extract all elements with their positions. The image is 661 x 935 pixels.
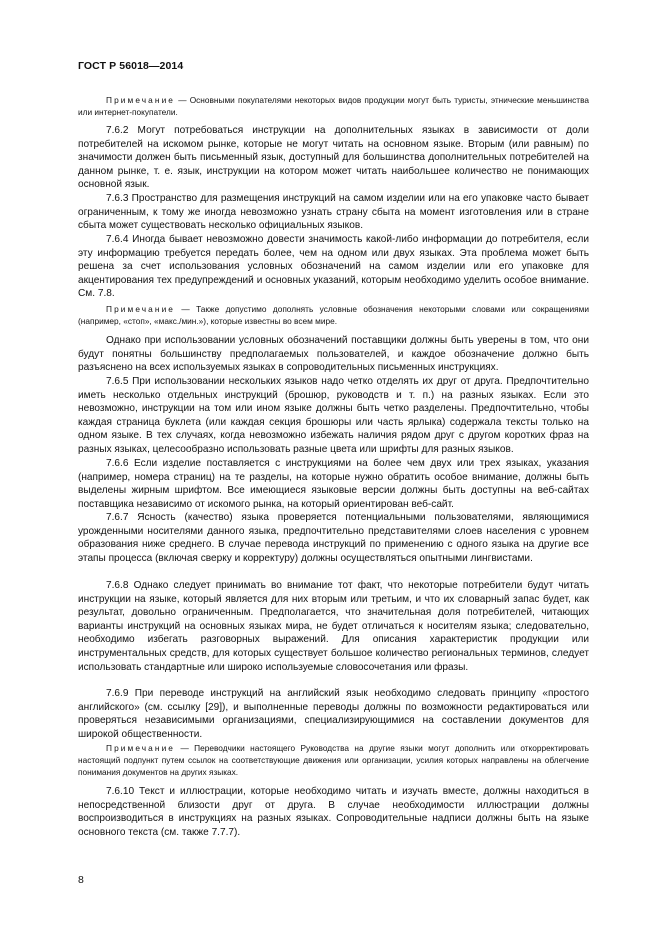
paragraph: 7.6.9 При переводе инструкций на английский язык необходимо следовать принципу «простого английского» (см. ссылку [29]), и выполненные переводы должны по возможности редактироваться или проверяться независимыми организациями, специализирующимися на составлении документов для широкой общественности. (78, 688, 589, 740)
paragraph: 7.6.5 При использовании нескольких языков надо четко отделять их друг от друга. Предпочтительно иметь несколько отдельных инструкций (брошюр, руководств и т. п.) на разных языках. Если это невозможно, инструкции на том или ином языке должны быть четко разделены. Предпочтительно, чтобы каждая страница буклета (или каждая секция брошюры или часть ярлыка) содержала тексты только на одном языке. В тех случаях, когда невозможно избежать наличия рядом друг с другом коротких фраз на разных языках, целесообразно использовать разные цвета или шрифты для разных языков. (78, 376, 589, 455)
paragraph: 7.6.6 Если изделие поставляется с инструкциями на более чем двух или трех языках, указания (например, номера страниц) на те разделы, на которые нужно обратить особое внимание, должны быть выделены жирным шрифтом. Все имеющиеся языковые версии должны быть доступны на веб-сайтах поставщика независимо от искомого рынка, на который ориентирован веб-сайт. (78, 458, 589, 510)
note-block (78, 94, 589, 118)
clause-7-6-10 (78, 785, 589, 839)
clause-7-6-6 (78, 457, 589, 511)
note-text: — Основными покупателями некоторых видов продукции могут быть туристы, этнические меньшинства или интернет-покупатели. (78, 95, 589, 118)
paragraph: Однако при использовании условных обозначений поставщики должны быть уверены в том, что они будут понятны большинству предполагаемых пользователей, и каждое обозначение должно быть разъяснено на всех используемых языках в сопроводительных письменных инструкциях. (78, 335, 589, 374)
note-label: Примечание (106, 304, 176, 314)
paragraph: 7.6.8 Однако следует принимать во внимание тот факт, что некоторые потребители будут читать инструкции на языке, который является для них вторым или третьим, и что их словарный запас будет, как результат, довольно ограниченным. Предполагается, что значительная доля потребителей, читающих варианты инструкций на основных языках мира, не будет отличаться к носителям языка; следовательно, необходимо избегать разговорных выражений. Для описания характеристик продукции или инструментальных средств, для которых существует большое количество региональных терминов, следует использовать стандартные или широко используемые словосочетания или фразы. (78, 580, 589, 673)
paragraph: 7.6.3 Пространство для размещения инструкций на самом изделии или на его упаковке часто бывает ограниченным, к тому же иногда невозможно узнать страну сбыта на момент изготовления или в стране сбыта может существовать несколько официальных языков. (78, 193, 589, 232)
clause-7-6-3 (78, 192, 589, 233)
note-text: — Переводчики настоящего Руководства на другие языки могут дополнить или откорректировать настоящий подпункт путем ссылок на соответствующие движения или организации, усилия которых направлены на облегчение понимания документов на других языках. (78, 743, 589, 778)
note-paragraph (78, 742, 589, 779)
clause-7-6-2 (78, 124, 589, 192)
clause-7-6-9 (78, 687, 589, 741)
note-paragraph (78, 303, 589, 327)
page-number: 8 (78, 874, 84, 886)
clause-7-6-7 (78, 511, 589, 565)
paragraph: 7.6.7 Ясность (качество) языка проверяется потенциальными пользователями, являющимися урожденными носителями данного языка, предпочтительно представителями слоев населения с уровнем образования ниже среднего. В случае перевода инструкций по применению с одного языка на другие все этапы процесса (включая сверку и корректуру) должны осуществляться опытными лингвистами. (78, 512, 589, 564)
paragraph: 7.6.10 Текст и иллюстрации, которые необходимо читать и изучать вместе, должны находиться в непосредственной близости друг от друга. В случае необходимости иллюстрации должны воспроизводиться в инструкциях на разных языках. Сопроводительные надписи должны быть на языке основного текста (см. также 7.7.7). (78, 786, 589, 838)
note-block (78, 742, 589, 779)
clause-7-6-5 (78, 375, 589, 457)
paragraph: 7.6.2 Могут потребоваться инструкции на дополнительных языках в зависимости от доли потребителей на искомом рынке, которые не могут читать на основном языке. Вторым (или равным) по значимости должен быть письменный язык, доступный для большинства дополнительных потребителей на данном рынке, т. е. язык, инструкции на котором может читать наибольшее количество не понимающих основной язык. (78, 125, 589, 191)
clause-7-6-4 (78, 233, 589, 301)
note-text: — Также допустимо дополнять условные обозначения некоторыми словами или сокращениями (например, «стоп», «макс./мин.»), которые известны во всем мире. (78, 304, 589, 327)
paragraph-symbols (78, 334, 589, 375)
document-header: ГОСТ Р 56018—2014 (78, 60, 184, 72)
note-label: Примечание (106, 95, 176, 105)
clause-7-6-8 (78, 579, 589, 674)
paragraph: 7.6.4 Иногда бывает невозможно довести значимость какой-либо информации до потребителя, если эту информацию требуется передать более, чем на одном или двух языках. Эта проблема может быть решена за счет использования условных обозначений на самом изделии или его упаковке для акцентирования тех предупреждений и основных указаний, которым необходимо уделить особое внимание. См. 7.8. (78, 234, 589, 300)
note-paragraph (78, 94, 589, 118)
note-label: Примечание (106, 743, 176, 753)
note-block (78, 303, 589, 327)
